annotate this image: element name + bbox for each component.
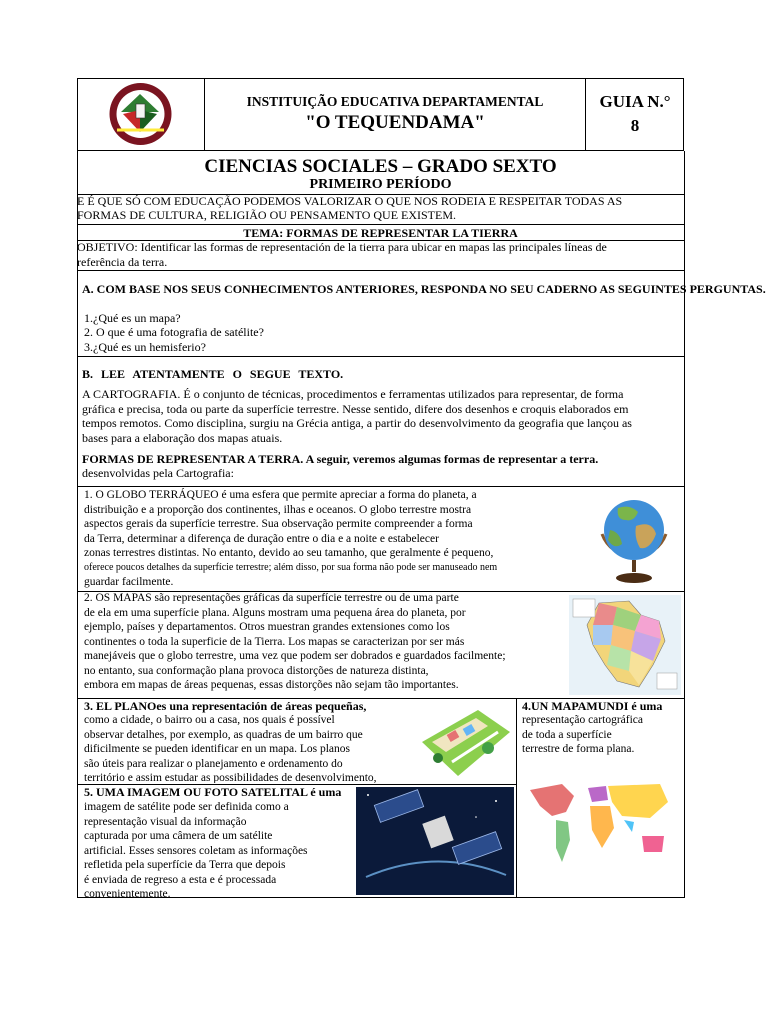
maps-text: 2. OS MAPAS são representações gráficas da superfície terrestre ou de uma parte de ela em uma superfície plana. Alguns mostram uma pequena área do planeta, por ejemplo, países y departamentos. Otros muestran grandes extensiones como los continentes o toda la superficie de la Tierra. Los mapas se caracterizan por ser más manejáveis que o globo terrestre, uma vez que podem ser dobrados e guardados facilmente; no entanto, sua conformação plana provoca distorções de natureza distinta, embora em mapas de áreas pequenas, essas distorções não sejam tão importantes. [84,592,506,691]
question-1: 1.¿Qué es un mapa? [84,311,181,325]
satellite-image [356,787,514,895]
divider [77,897,684,898]
institution-name: INSTITUIÇÃO EDUCATIVA DEPARTAMENTAL [246,94,544,109]
colombia-map-image [569,595,681,695]
topic-title: TEMA: FORMAS DE REPRESENTAR LA TIERRA [243,226,518,240]
motto: E É QUE SÓ COM EDUCAÇÃO PODEMOS VALORIZAR O QUE NOS RODEIA E RESPEITAR TODAS AS FORMAS DE CULTURA, RELIGIÃO OU PENSAMENTO QUE EXISTEM. [77,194,623,222]
divider [77,486,684,487]
subject-title: CIENCIAS SOCIALES – GRADO SEXTO [204,156,557,177]
forms-subheading: desenvolvidas pela Cartografia: [82,466,234,480]
period-label: PRIMEIRO PERÍODO [309,177,452,192]
globe-image [590,490,678,586]
satellite-text: imagem de satélite pode ser definida como a representação visual da informação capturada por uma câmera de um satélite artificial. Esses sensores coletam as informações refletida pela superfície da Terra que depois é enviada de regreso a esta e é processada convenientemente. [84,801,308,900]
guide-label: GUIA N.° [599,92,671,111]
divider [585,78,586,151]
divider [516,698,517,898]
forms-heading: FORMAS DE REPRESENTAR A TERRA. A seguir, veremos algumas formas de representar a terra. [82,452,599,466]
objective: OBJETIVO: Identificar las formas de representación de la tierra para ubicar en mapas las principales líneas de referência da terra. [77,240,607,269]
section-b-heading: B. LEE ATENTAMENTE O SEGUE TEXTO. [82,367,344,381]
world-map-title: 4.UN MAPAMUNDI é uma [522,699,663,713]
satellite-title: 5. UMA IMAGEM OU FOTO SATELITAL é uma [84,785,342,799]
city-plan-image [418,702,514,780]
divider [204,78,205,151]
world-map-image [522,776,677,872]
right-border [684,151,685,898]
plan-title: 3. EL PLANOes una representación de áreas pequeñas, [84,699,367,713]
divider [77,356,684,357]
cartography-paragraph: A CARTOGRAFIA. É o conjunto de técnicas, procedimentos e ferramentas utilizados para representar, de forma gráfica e precisa, toda ou parte da superfície terrestre. Nesse sentido, difere dos desenhos e croquis elaborados em tempos remotos. Como disciplina, surgiu na Grécia antiga, a partir do desenvolvimento da geografia que lançou as bases para a elaboração dos mapas atuais. [82,387,632,445]
divider [77,224,684,225]
divider [77,270,684,271]
school-name: "O TEQUENDAMA" [305,112,485,133]
world-map-text: representação cartográfica de toda a superfície terrestre de forma plana. [522,714,643,755]
guide-number: 8 [630,116,640,135]
section-a-heading: A. COM BASE NOS SEUS CONHECIMENTOS ANTERIORES, RESPONDA NO SEU CADERNO AS SEGUINTES PERGUNTAS. [82,282,766,296]
plan-text: como a cidade, o bairro ou a casa, nos quais é possível observar detalhes, por exemplo, as quadras de um bairro que dificilmente se pueden identificar en un mapa. Los planos são úteis para realizar o planejamento e ordenamento do território e assim estudar as possibilidades de desenvolvimento, [84,714,377,783]
school-crest-logo [107,82,174,146]
globe-text: 1. O GLOBO TERRÁQUEO é uma esfera que permite apreciar a forma do planeta, a distribuição e a proporção dos continentes, ilhas e oceanos. O globo terrestre mostra aspectos gerais da superfície terrestre. Sua observação permite compreender a forma da Terra, determinar a diferença de duração entre o dia e a noite e estabelecer zonas terrestres distintas. No entanto, devido ao seu tamanho, que geralmente é pequeno, oferece poucos detalhes da superfície terrestre; além disso, por sua forma não pode ser manuseado nem guardar facilmente. [84,489,498,588]
question-2: 2. O que é uma fotografia de satélite? [84,325,264,339]
question-3: 3.¿Qué es un hemisferio? [84,340,206,354]
